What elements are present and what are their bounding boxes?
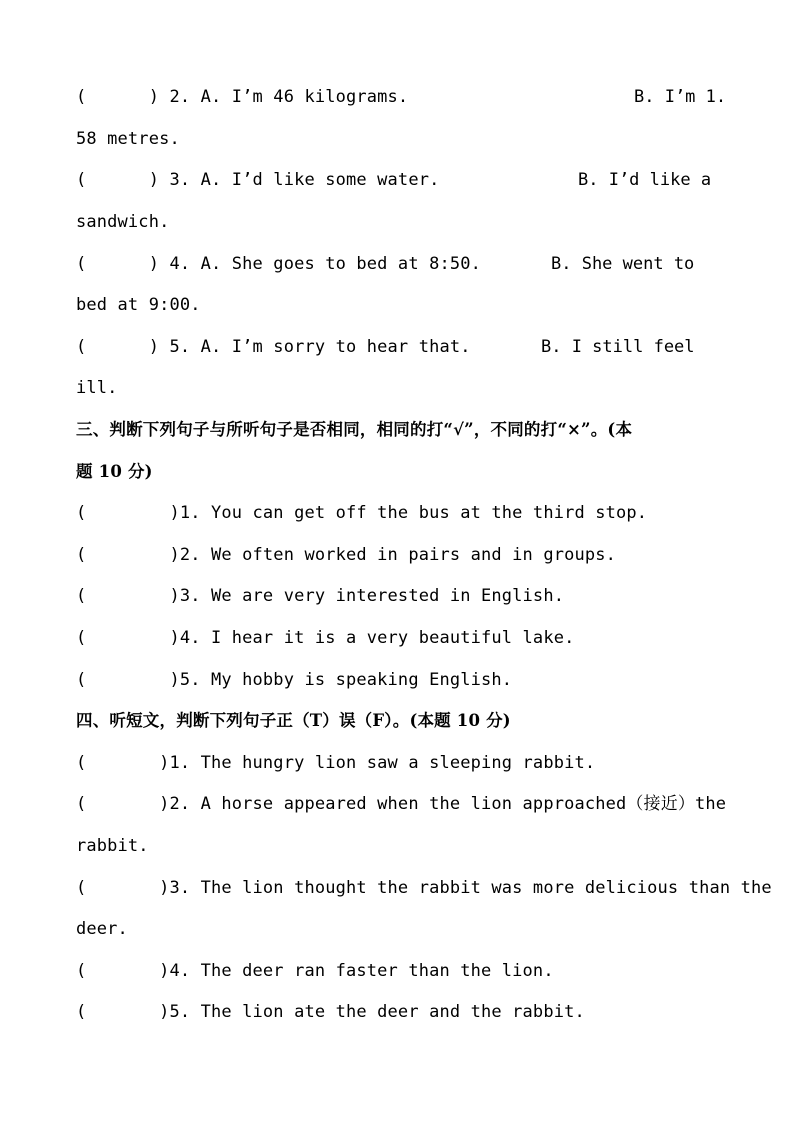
section-3-item-2: ( )2. We often worked in pairs and in groups. bbox=[76, 545, 617, 565]
section-4-item-4: ( )4. The deer ran faster than the lion. bbox=[76, 961, 554, 981]
question-3-continuation: sandwich. bbox=[76, 212, 170, 232]
question-5-continuation: ill. bbox=[76, 378, 118, 398]
section-3-heading-score: 题 10 分) bbox=[76, 462, 153, 481]
section-3-heading: 三、判断下列句子与所听句子是否相同，相同的打“√”，不同的打“×”。(本 bbox=[76, 420, 633, 439]
question-3-option-a: ( ) 3. A. I’d like some water. bbox=[76, 170, 440, 190]
question-2-option-b: B. I’m 1. bbox=[634, 87, 727, 107]
question-5-option-b: B. I still feel bbox=[541, 337, 695, 357]
section-4-item-3: ( )3. The lion thought the rabbit was more delicious than the bbox=[76, 878, 772, 898]
question-3-option-b: B. I’d like a bbox=[578, 170, 712, 190]
section-4-item-2: ( )2. A horse appeared when the lion approached（接近）the bbox=[76, 794, 727, 814]
question-4-continuation: bed at 9:00. bbox=[76, 295, 201, 315]
section-4-heading: 四、听短文，判断下列句子正（T）误（F）。(本题 10 分) bbox=[76, 711, 511, 730]
section-3-item-1: ( )1. You can get off the bus at the third stop. bbox=[76, 503, 648, 523]
question-2-continuation: 58 metres. bbox=[76, 129, 180, 149]
question-5-option-a: ( ) 5. A. I’m sorry to hear that. bbox=[76, 337, 471, 357]
section-4-item-5: ( )5. The lion ate the deer and the rabbit. bbox=[76, 1002, 585, 1022]
section-3-item-4: ( )4. I hear it is a very beautiful lake. bbox=[76, 628, 575, 648]
question-4-option-a: ( ) 4. A. She goes to bed at 8:50. bbox=[76, 254, 482, 274]
section-4-item-3-continuation: deer. bbox=[76, 919, 128, 939]
section-3-item-5: ( )5. My hobby is speaking English. bbox=[76, 670, 513, 690]
question-4-option-b: B. She went to bbox=[551, 254, 695, 274]
section-4-item-1: ( )1. The hungry lion saw a sleeping rabbit. bbox=[76, 753, 596, 773]
section-4-item-2-continuation: rabbit. bbox=[76, 836, 149, 856]
section-3-item-3: ( )3. We are very interested in English. bbox=[76, 586, 565, 606]
question-2-option-a: ( ) 2. A. I’m 46 kilograms. bbox=[76, 87, 409, 107]
